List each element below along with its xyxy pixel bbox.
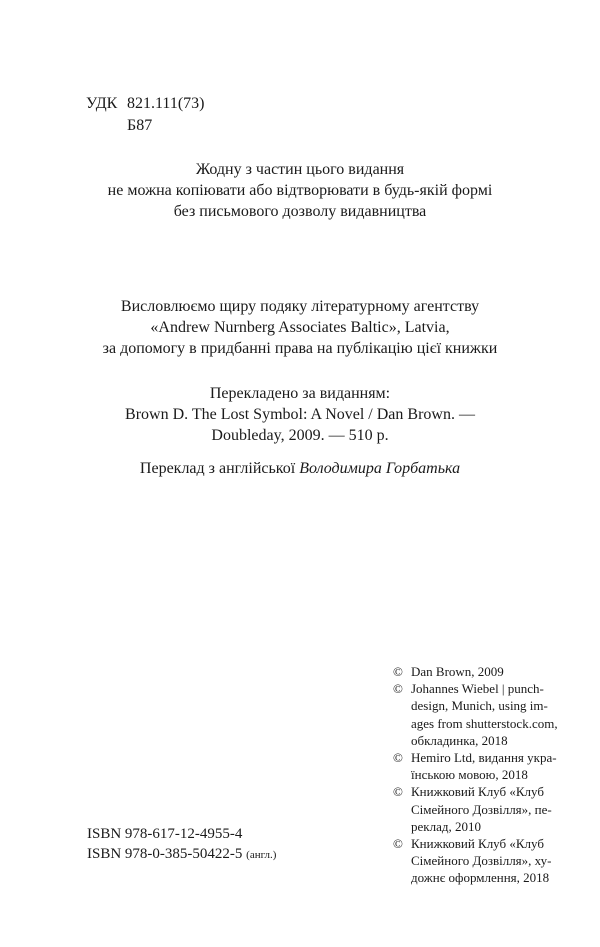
source-line: Brown D. The Lost Symbol: A Novel / Dan Brown. — [125, 406, 475, 423]
copyright-symbol: © [393, 681, 403, 697]
copyright-symbol: © [393, 664, 403, 679]
copyright-symbol: © [393, 750, 403, 766]
copyright-item [393, 749, 563, 783]
isbn-note: (англ.) [246, 849, 277, 861]
udk-row [86, 93, 204, 115]
copyright-line: реклад, 2010 [411, 818, 481, 834]
udk-code: 821.111(73) [127, 95, 205, 112]
copyright-item [393, 783, 563, 835]
copyright-line: Сімейного Дозвілля», пе- [411, 801, 552, 817]
rights-line: не можна копіювати або відтворювати в будь-якій формі [107, 182, 493, 199]
copyright-item [393, 835, 563, 887]
isbn-line [87, 844, 276, 865]
copyright-line: Johannes Wiebel | punch- [411, 681, 544, 697]
thanks-line: Висловлюємо щиру подяку літературному агентству [120, 298, 480, 315]
copyright-line: Hemiro Ltd, видання укра- [411, 750, 557, 766]
rights-notice [0, 159, 600, 222]
udk-block [86, 93, 204, 137]
thanks-line: за допомогу в придбанні права на публікацію цієї книжки [102, 340, 498, 357]
copyright-line: обкладинка, 2018 [411, 732, 508, 748]
source-edition [0, 383, 600, 446]
source-line: Doubleday, 2009. — 510 p. [211, 427, 389, 444]
udk-label: УДК [86, 95, 118, 112]
thanks-line: «Andrew Nurnberg Associates Baltic», Latvia, [150, 319, 450, 336]
rights-line: без письмового дозволу видавництва [173, 203, 427, 220]
copyright-line: ages from shutterstock.com, [411, 715, 558, 731]
source-line: Перекладено за виданням: [209, 385, 391, 402]
isbn-block [87, 824, 276, 865]
copyright-line: design, Munich, using im- [411, 698, 548, 714]
translator-name: Володимира Горбатька [299, 460, 461, 477]
copyright-line: їнською мовою, 2018 [411, 767, 528, 783]
copyright-line: Сімейного Дозвілля», ху- [411, 853, 552, 869]
translator-prefix: Переклад з англійської [139, 460, 300, 477]
copyright-item [393, 663, 563, 680]
isbn-line [87, 824, 276, 844]
author-mark: Б87 [127, 117, 153, 134]
copyright-line: дожнє оформлення, 2018 [411, 870, 550, 886]
copyright-symbol: © [393, 784, 403, 800]
copyright-line: Книжковий Клуб «Клуб [411, 836, 544, 852]
copyright-list [393, 663, 563, 887]
translator-credit [0, 458, 600, 479]
copyright-line: Dan Brown, 2009 [411, 664, 504, 679]
rights-line: Жодну з частин цього видання [195, 161, 405, 178]
copyright-line: Книжковий Клуб «Клуб [411, 784, 544, 800]
isbn-number: ISBN 978-0-385-50422-5 [87, 846, 243, 862]
copyright-symbol: © [393, 836, 403, 852]
acknowledgement [0, 296, 600, 359]
isbn-number: ISBN 978-617-12-4955-4 [87, 826, 243, 842]
copyright-item [393, 680, 563, 749]
